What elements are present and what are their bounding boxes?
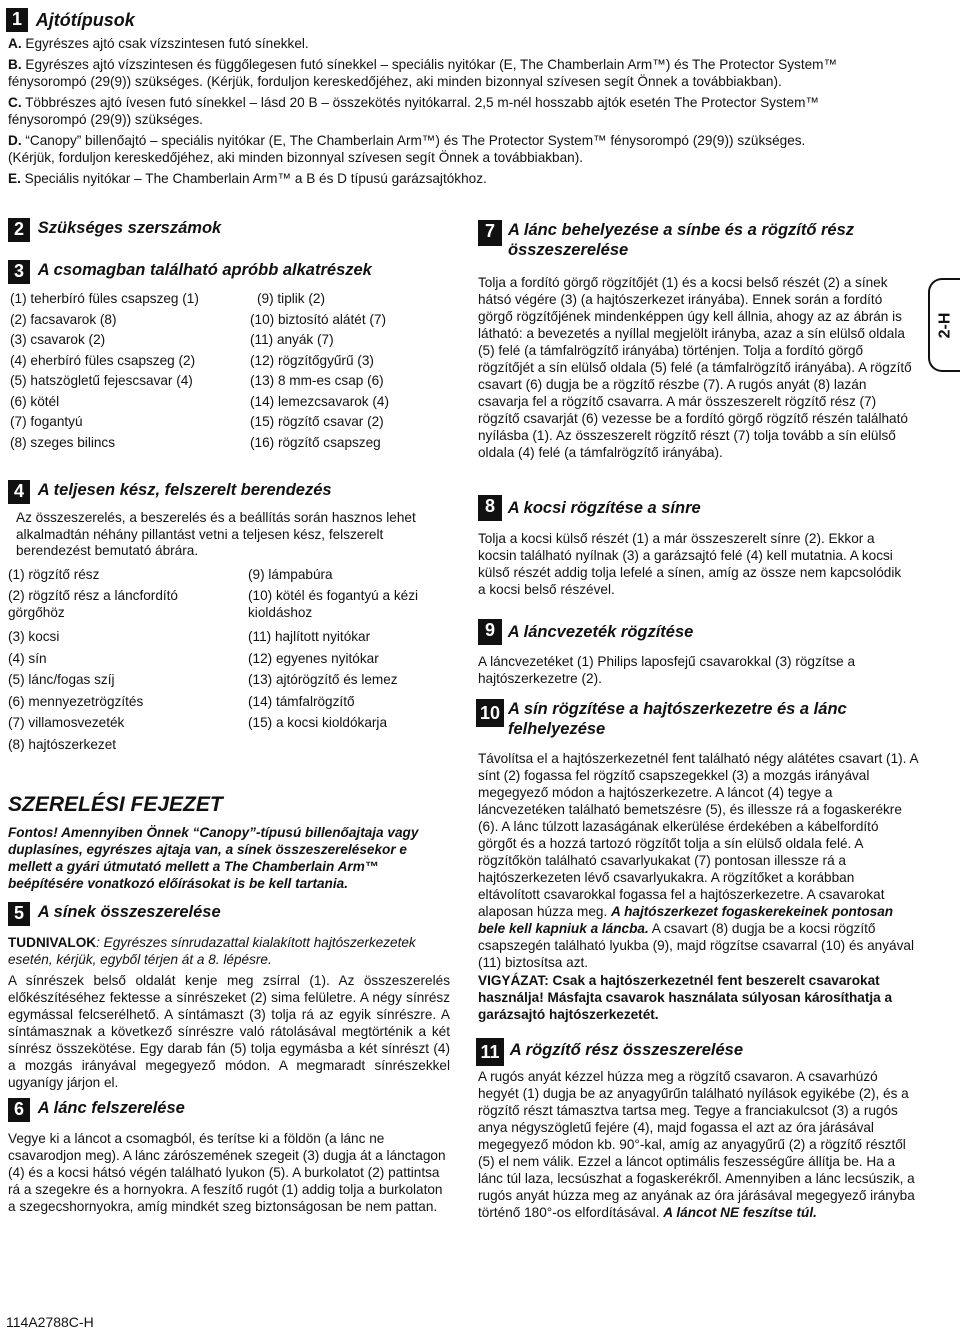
section-9-title: A láncvezeték rögzítése	[507, 623, 694, 641]
important-note: Fontos! Amennyiben Önnek “Canopy”-típusú billenőajtaja vagy duplasínes, egyrészes ajtaja van, a sínek összeszerelésekor e mellett a gyári útmutató mellett a The Chamberlain Arm™ beépítésére vonatkozó előírásokat is be kell tartania.	[8, 825, 419, 891]
section-4	[8, 480, 332, 504]
section-8	[478, 495, 701, 521]
section-5-number: 5	[8, 902, 30, 926]
list-item: (5) lánc/fogas szíj (13) ajtórögzítő és lemez	[8, 672, 398, 687]
language-tab	[928, 278, 960, 372]
section-4-title: A teljesen kész, felszerelt berendezés	[37, 481, 332, 499]
section-8-number: 8	[478, 495, 502, 521]
section-10-number: 10	[476, 699, 504, 727]
section-6	[8, 1098, 185, 1122]
section-9	[478, 619, 693, 645]
list-item: (3) csavarok (2) (11) anyák (7)	[10, 332, 334, 347]
section-6-number: 6	[8, 1098, 30, 1122]
section-8-title: A kocsi rögzítése a sínre	[507, 499, 701, 517]
section-2-number: 2	[8, 218, 30, 242]
section-9-body: A láncvezetéket (1) Philips laposfejű csavarokkal (3) rögzítse a hajtószerkezetre (2).	[478, 654, 856, 686]
section-3-number: 3	[8, 260, 30, 284]
list-item: (5) hatszögletű fejescsavar (4) (13) 8 mm-es csap (6)	[10, 373, 384, 388]
section-4-number: 4	[8, 480, 30, 504]
section-11	[476, 1038, 743, 1066]
parts-list	[10, 290, 450, 454]
section-7-number: 7	[478, 220, 502, 246]
section-8-body: Tolja a kocsi külső részét (1) a már összeszerelt sínre (2). Ekkor a kocsin található nyílnak (3) a garázsajtó felé (4) kell mutatnia. A kocsi külső részét addig tolja lefelé a sínen, amíg az össze nem kapcsolódik a kocsi belső részével.	[478, 531, 902, 597]
section-5-body: A sínrészek belső oldalát kenje meg zsírral (1). Az összeszerelés előkészítéséhez fektesse a sínrészeket (2) sima felületre. A négy sínrész egymással felcserélhető. A síntámaszt (3) tolja rá az egyik sínrészre. A síntámasznak a következő sínrészre való rátolásával megtörténik a két sínrész összekötése. Egy darab fán (5) tolja egymásba a két sínrészt (4) a mozgás irányával megegyező módon. A megmaradt sínrészekkel ugyanígy járjon el.	[8, 973, 450, 1090]
list-item: (3) kocsi (11) hajlított nyitókar	[8, 629, 371, 644]
list-item: (4) sín (12) egyenes nyitókar	[8, 650, 379, 666]
section-10-title: A sín rögzítése a hajtószerkezetre és a lánc felhelyezése	[508, 700, 847, 738]
section-1-number: 1	[6, 8, 28, 32]
list-item: (6) mennyezetrögzítés (14) támfalrögzítő	[8, 693, 355, 709]
assembly-heading: SZERELÉSI FEJEZET	[8, 793, 223, 816]
section-5	[8, 902, 221, 926]
section-5-title: A sínek összeszerelése	[37, 903, 221, 921]
list-item: (7) fogantyú (15) rögzítő csavar (2)	[10, 414, 384, 429]
section-6-body: Vegye ki a láncot a csomagból, és terítse ki a földön (a lánc ne csavarodjon meg). A lánc zárószemének szegeit (3) dugja át a lánctagon (4) és a kocsi hátsó végén található lyukon (5). A burkolatot (2) pattintsa rá a szegekre és a hornyokra. A feszítő rugót (1) addig tolja a burkolaton a szegecshornyokra, amíg mindkét szeg biztonságosan be nem pattan.	[8, 1131, 446, 1214]
section-2-title: Szükséges szerszámok	[37, 219, 222, 237]
list-item: (8) hajtószerkezet	[8, 736, 117, 752]
list-item: (8) szeges bilincs (16) rögzítő csapszeg	[10, 434, 381, 450]
language-tab-label: 2-H	[936, 312, 954, 338]
section-3	[8, 260, 372, 284]
type-e: E. Speciális nyitókar – The Chamberlain Arm™ a B és D típusú garázsajtókhoz.	[8, 171, 487, 186]
type-b: B. Egyrészes ajtó vízszintesen és függőlegesen futó sínekkel – speciális nyitókar (E, The Chamberlain Arm™) és The Protector System™ fénysorompó (29(9)) szükséges. (Kérjük, forduljon kereskedőjéhez, aki minden bizonnyal szívesen segít Önnek a továbbiakban).	[8, 57, 838, 89]
assembly-parts-list	[8, 566, 448, 757]
section-9-number: 9	[478, 619, 502, 645]
type-a: A. Egyrészes ajtó csak vízszintesen futó sínekkel.	[8, 36, 309, 51]
section-4-intro: Az összeszerelés, a beszerelés és a beállítás során hasznos lehet alkalmadtán néhány pillantást vetni a teljesen kész, felszerelt berendezést bemutató ábrára.	[16, 510, 416, 558]
list-item: (1) rögzítő rész (9) lámpabúra	[8, 567, 333, 582]
section-7-title: A lánc behelyezése a sínbe és a rögzítő rész összeszerelése	[508, 221, 855, 259]
section-10-warning: VIGYÁZAT: Csak a hajtószerkezetnél fent beszerelt csavarokat használja! Másfajta csavarok használata súlyosan károsíthatja a garázsajtó hajtószerkezetét.	[478, 973, 893, 1022]
list-item: (2) rögzítő rész a láncfordító görgőhöz (10) kötél és fogantyú a kézi kioldáshoz	[8, 588, 419, 620]
section-1-title: Ajtótípusok	[35, 10, 135, 30]
section-11-body: A rugós anyát kézzel húzza meg a rögzítő csavaron. A csavarhúzó hegyét (1) dugja be az anyagyűrűn található nyílások egyikébe (2), és a rögzítő részt támasztva tartsa meg. Tegye a franciakulcsot (3) a rugós anya négyszögletű fejére (4), majd fogassa el azt az óra járásával megegyező módon kb. 90°-kal, amíg az anyagyűrű (2) a rögzítő résztől (5) el nem válik. Ezzel a láncot optimális feszességűre állítja be. Ha a lánc túl laza, lecsúszhat a fogaskerékről. Amennyiben a lánc lecsúszik, a rugós anyát húzza meg az anyának az óra járásával megegyező irányba történő 180°-os elfordításával. A láncot NE feszítse túl.	[478, 1069, 915, 1220]
list-item: (6) kötél (14) lemezcsavarok (4)	[10, 393, 389, 409]
section-11-title: A rögzítő rész összeszerelése	[509, 1041, 744, 1059]
type-c: C. Többrészes ajtó ívesen futó sínekkel – lásd 20 B – összekötés nyitókarral. 2,5 m-nél hosszabb ajtók esetén The Protector System™ fénysorompó (29(9)) szükséges.	[8, 95, 819, 127]
section-1	[6, 8, 926, 187]
section-7	[478, 220, 918, 260]
list-item: (7) villamosvezeték (15) a kocsi kioldókarja	[8, 715, 388, 730]
section-10	[476, 699, 916, 739]
section-2	[8, 218, 221, 242]
section-11-number: 11	[476, 1038, 504, 1066]
type-d: D. “Canopy” billenőajtó – speciális nyitókar (E, The Chamberlain Arm™) és The Protector System™ fénysorompó (29(9)) szükséges. (Kérjük, forduljon kereskedőjéhez, aki minden bizonnyal szívesen segít Önnek a továbbiakban).	[8, 133, 806, 165]
list-item: (2) facsavarok (8) (10) biztosító alátét (7)	[10, 311, 386, 327]
section-10-body: Távolítsa el a hajtószerkezetnél fent található négy alátétes csavart (1). A sínt (2) fogassa fel rögzítő csapszegekkel (3) a mozgás irányával megegyező módon a hajtószerkezetre. A láncot (4) tegye a láncvezetéken található bemetszésre (5), és illessze rá a fogaskerékre (6). A lánc túlzott lazaságának elkerülése érdekében a kábelfordító görgőt és a hozzá tartozó rögzítőt tolja a sín elülső oldala felé. A rögzítőkön található csavarlyukakat (7) pontosan illessze rá a hajtószerkezeten lévő csavarlyukakra. A rögzítőket a korábban eltávolított csavarokkal fogassa fel a hajtószerkezetre. A csavarokat alaposan húzza meg. A hajtószerkezet fogaskerekeinek pontosan bele kell kapniuk a láncba. A csavart (8) dugja be a kocsi rögzítő csapszegén található lyukba (9), majd rögzítse csavarral (10) és anyával (11) biztosítsa azt.	[478, 751, 918, 970]
list-item: (1) teherbíró füles csapszeg (1) (9) tiplik (2)	[10, 291, 325, 306]
section-6-title: A lánc felszerelése	[37, 1099, 185, 1117]
section-3-title: A csomagban található apróbb alkatrészek	[37, 261, 372, 279]
footer-code: 114A2788C-H	[6, 1314, 94, 1330]
section-5-note: TUDNIVALOK: Egyrészes sínrudazattal kialakított hajtószerkezetek esetén, kérjük, egyből térjen át a 8. lépésre.	[8, 935, 416, 967]
list-item: (4) eherbíró füles csapszeg (2) (12) rögzítőgyűrű (3)	[10, 352, 374, 368]
section-7-body: Tolja a fordító görgő rögzítőjét (1) és a kocsi belső részét (2) a sínek hátsó végére (3) (a hajtószerkezet irányába). Ennek során a fordító görgő rögzítőjének mindenképpen úgy kell állnia, ahogy az az ábrán is látható: a bevezetés a nyíllal megjelölt irányba, azaz a sín elülső oldala (5) felé (a támfalrögzítő irányába) történjen. Tolja a fordító görgő rögzítőjét a sín elülső oldala (5) felé (a támfalrögzítő irányába). A rögzítő csavart (6) dugja be a rögzítő részbe (7). A rugós anyát (8) lazán csavarja fel a rögzítő csavarra. A már összeszerelt rögzítő rész (7) rögzítő csavarját (6) vezesse be a fordító görgő rögzítő részén található nyílásba (1). Az összeszerelt rögzítő részt (7) tolja tovább a sín elülső oldala (4) felé (a támfalrögzítő irányába).	[478, 275, 912, 460]
